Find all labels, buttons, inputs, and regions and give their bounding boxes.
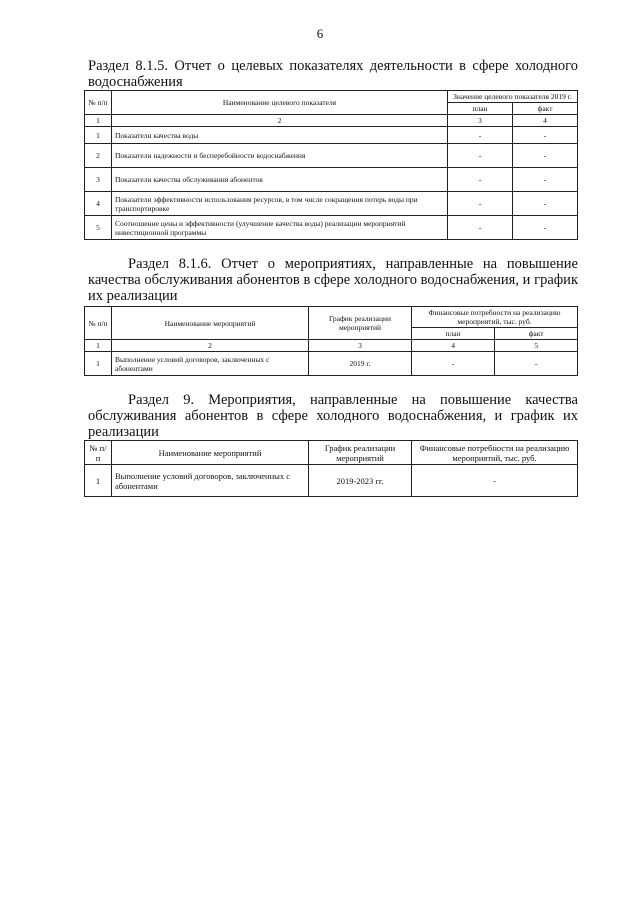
row-name: Выполнение условий договоров, заключенных с абонентами bbox=[112, 465, 309, 497]
table-row bbox=[85, 127, 578, 144]
section-heading-8-1-6: Раздел 8.1.6. Отчет о мероприятиях, направленные на повышение качества обслуживания абонентов в сфере холодного водоснабжения, и график их реализации bbox=[88, 256, 578, 304]
header-num: № п/п bbox=[85, 91, 112, 115]
index-cell: 3 bbox=[309, 340, 412, 352]
page-number: 6 bbox=[316, 26, 324, 41]
header-fact: факт bbox=[513, 103, 578, 115]
index-cell: 1 bbox=[85, 115, 112, 127]
row-plan: - bbox=[448, 192, 513, 216]
table-row bbox=[85, 465, 578, 497]
header-plan: план bbox=[448, 103, 513, 115]
row-name: Показатели качества обслуживания абонентов bbox=[112, 168, 448, 192]
section-heading-8-1-5: Раздел 8.1.5. Отчет о целевых показателях деятельности в сфере холодного водоснабжения bbox=[88, 58, 578, 90]
index-cell: 1 bbox=[85, 340, 112, 352]
row-fact: - bbox=[513, 168, 578, 192]
row-num: 1 bbox=[85, 127, 112, 144]
row-num: 1 bbox=[85, 465, 112, 497]
header-indicator-name: Наименование целевого показателя bbox=[112, 91, 448, 115]
table-row bbox=[85, 144, 578, 168]
row-name: Показатели надежности и бесперебойности водоснабжения bbox=[112, 144, 448, 168]
header-finance: Финансовые потребности на реализацию мероприятий, тыс. руб. bbox=[412, 307, 578, 328]
index-cell: 5 bbox=[495, 340, 578, 352]
row-plan: - bbox=[448, 127, 513, 144]
measures-report-table bbox=[84, 306, 578, 376]
row-num: 5 bbox=[85, 216, 112, 240]
header-target-value: Значение целевого показателя 2019 г. bbox=[448, 91, 578, 103]
header-num: № п/п bbox=[85, 307, 112, 340]
row-schedule: 2019-2023 гг. bbox=[309, 465, 412, 497]
table-row bbox=[85, 352, 578, 376]
header-fact: факт bbox=[495, 328, 578, 340]
row-num: 1 bbox=[85, 352, 112, 376]
header-plan: план bbox=[412, 328, 495, 340]
target-indicators-table bbox=[84, 90, 578, 240]
index-cell: 3 bbox=[448, 115, 513, 127]
index-cell: 4 bbox=[412, 340, 495, 352]
header-finance: Финансовые потребности на реализацию мероприятий, тыс. руб. bbox=[412, 441, 578, 465]
header-measure-name: Наименование мероприятий bbox=[112, 441, 309, 465]
table-row bbox=[85, 192, 578, 216]
row-plan: - bbox=[448, 168, 513, 192]
table-row bbox=[85, 168, 578, 192]
row-fact: - bbox=[495, 352, 578, 376]
row-finance: - bbox=[412, 465, 578, 497]
table-row bbox=[85, 216, 578, 240]
header-schedule: График реализации мероприятий bbox=[309, 307, 412, 340]
row-schedule: 2019 г. bbox=[309, 352, 412, 376]
index-cell: 4 bbox=[513, 115, 578, 127]
row-plan: - bbox=[412, 352, 495, 376]
index-cell: 2 bbox=[112, 115, 448, 127]
section-heading-9: Раздел 9. Мероприятия, направленные на повышение качества обслуживания абонентов в сфере холодного водоснабжения, и график их реализации bbox=[88, 392, 578, 440]
row-num: 3 bbox=[85, 168, 112, 192]
row-num: 2 bbox=[85, 144, 112, 168]
row-fact: - bbox=[513, 144, 578, 168]
row-plan: - bbox=[448, 144, 513, 168]
header-measure-name: Наименование мероприятий bbox=[112, 307, 309, 340]
row-fact: - bbox=[513, 192, 578, 216]
row-fact: - bbox=[513, 127, 578, 144]
row-fact: - bbox=[513, 216, 578, 240]
row-name: Показатели эффективности использования ресурсов, в том числе сокращения потерь воды при транспортировке bbox=[112, 192, 448, 216]
row-num: 4 bbox=[85, 192, 112, 216]
row-name: Показатели качества воды bbox=[112, 127, 448, 144]
header-num: № п/п bbox=[85, 441, 112, 465]
row-name: Соотношение цены и эффективности (улучшение качества воды) реализации мероприятий инвестиционной программы bbox=[112, 216, 448, 240]
header-schedule: График реализации мероприятий bbox=[309, 441, 412, 465]
row-name: Выполнение условий договоров, заключенных с абонентами bbox=[112, 352, 309, 376]
row-plan: - bbox=[448, 216, 513, 240]
measures-plan-table bbox=[84, 440, 578, 497]
index-cell: 2 bbox=[112, 340, 309, 352]
